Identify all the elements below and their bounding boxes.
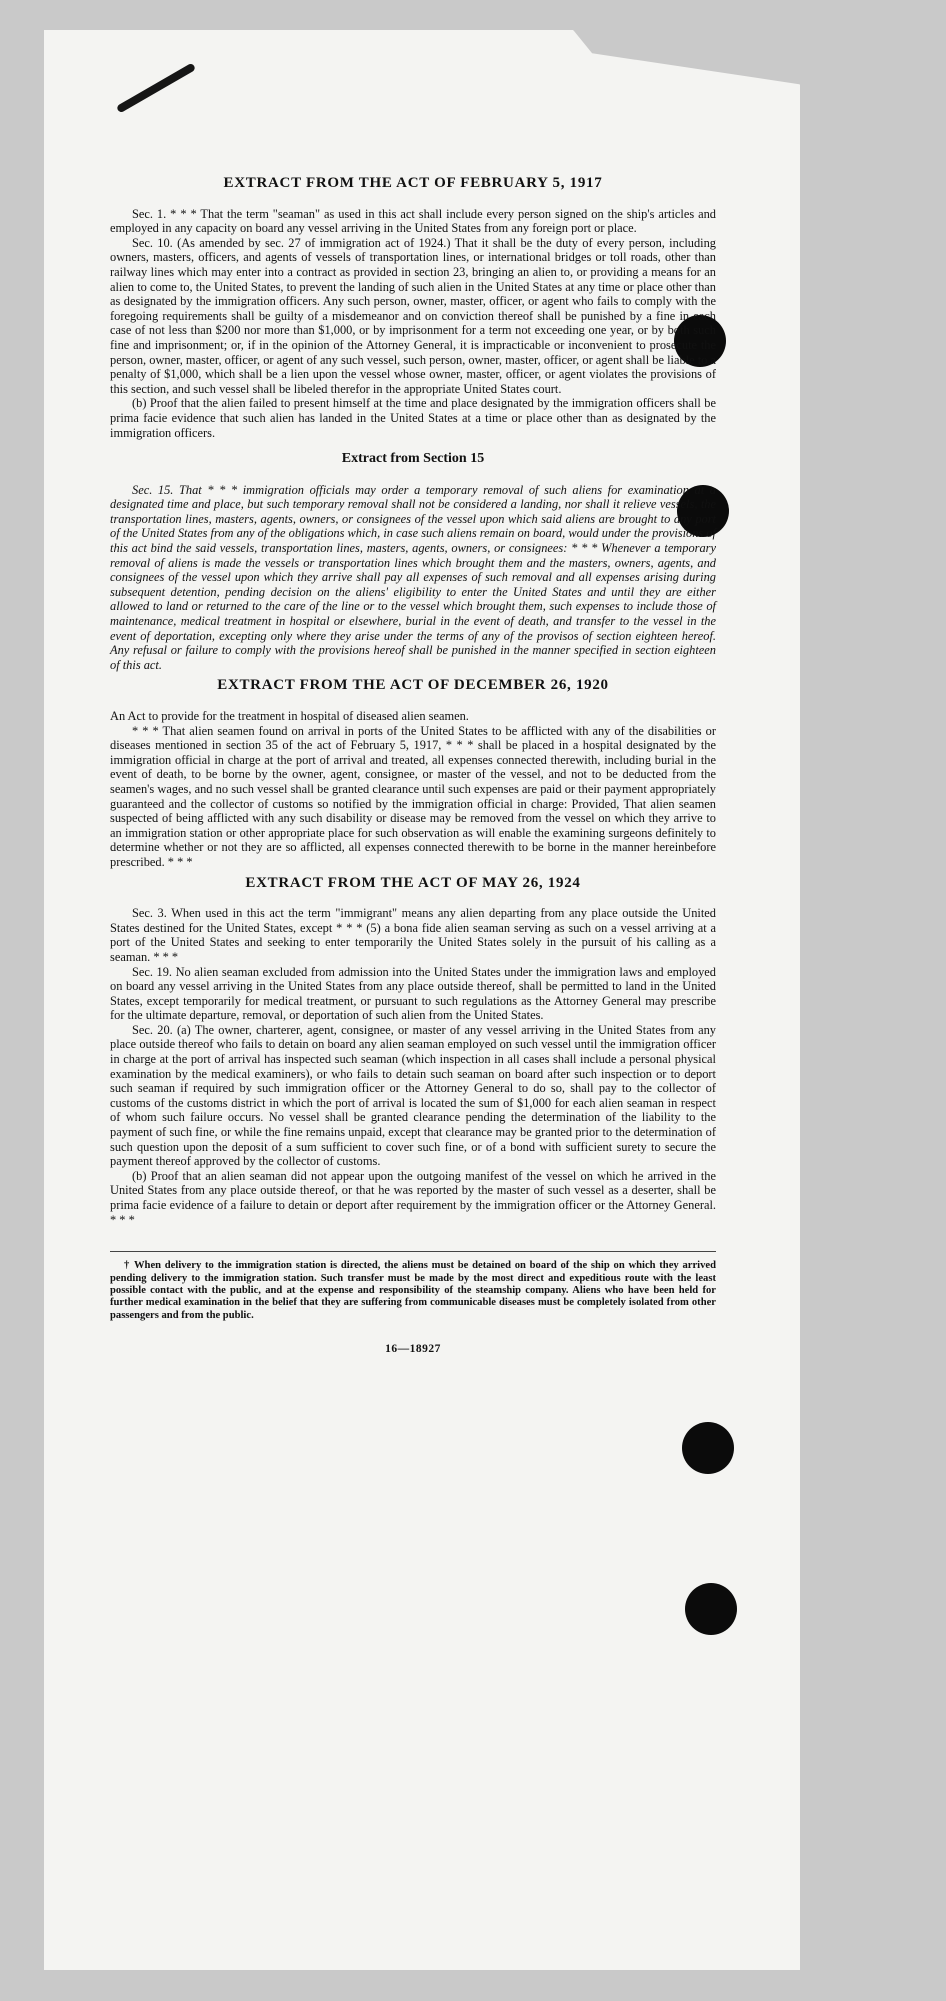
- paragraph: Sec. 15. That * * * immigration officials may order a temporary removal of such aliens for examination at a designated time and place, but such temporary removal shall not be considered a landing, nor shall it relieve vessels, the transportation lines, masters, agents, owners, or consignees of the vessel upon which said aliens are brought to any port of the United States from any of the obligations which, in case such aliens remain on board, would under the provisions of this act bind the said vessels, transportation lines, masters, agents, owners, or consignees: * * * Whenever a temporary removal of aliens is made the vessels or transportation lines which brought them and the masters, owners, agents, and consignees of the vessel upon which they arrive shall pay all expenses of such removal and all expenses arising during subsequent detention, pending decision on the aliens' eligibility to enter the United States and until they are either allowed to land or returned to the care of the line or to the vessel which brought them, such expenses to include those of maintenance, medical treatment in hospital or elsewhere, burial in the event of death, and transfer to the vessel in the event of deportation, excepting only where they arise under the terms of any of the provisos of section eighteen hereof. Any refusal or failure to comply with the provisions hereof shall be punished in the manner specified in section eighteen of this act.: [110, 482, 716, 672]
- paragraph: Sec. 1. * * * That the term "seaman" as used in this act shall include every person signed on the ship's articles and employed in any capacity on board any vessel arriving in the United States from any foreign port or place.: [110, 206, 716, 236]
- paragraph: (b) Proof that an alien seaman did not appear upon the outgoing manifest of the vessel on which he arrived in the United States from any place outside thereof, or that he was reported by the master of such vessel as a deserter, shall be prima facie evidence of a failure to detain or deport after requirement by the immigration officer or the Attorney General. * * *: [110, 1168, 716, 1227]
- document-body: [110, 170, 716, 1357]
- paragraph: (b) Proof that the alien failed to present himself at the time and place designated by the immigration officers shall be prima facie evidence that such alien has landed in the United States at a time or place other than as designated by the immigration officers.: [110, 396, 716, 440]
- section-heading: EXTRACT FROM THE ACT OF FEBRUARY 5, 1917: [223, 175, 603, 191]
- paragraph: Sec. 19. No alien seaman excluded from admission into the United States under the immigration laws and employed on board any vessel arriving in the United States from any place outside thereof, shall be permitted to land in the United States, except temporarily for medical treatment, or pursuant to such regulations as the Attorney General may prescribe for the ultimate departure, removal, or deportation of such alien from the United States.: [110, 964, 716, 1023]
- punch-hole-4: [685, 1583, 737, 1635]
- punch-hole-3: [682, 1422, 734, 1474]
- paragraph: Sec. 20. (a) The owner, charterer, agent, consignee, or master of any vessel arriving in the United States from any place outside thereof who fails to detain on board any alien seaman employed on such vessel until the immigration officer in charge at the port of arrival has inspected such seaman (which inspection in all cases shall include a personal physical examination by the medical examiners), or who fails to detain such seaman on board after such inspection or to deport such seaman if required by such immigration officer or the Attorney General to do so, shall pay to the collector of customs of the customs district in which the port of arrival is located the sum of $1,000 for each alien seaman in respect of whom such failure occurs. No vessel shall be granted clearance pending the determination of the liability to the payment of such fine, or while the fine remains unpaid, except that clearance may be granted prior to the determination of such question upon the deposit of a sum sufficient to cover such fine, or of a bond with sufficient surety to secure the payment thereof approved by the collector of customs.: [110, 1022, 716, 1169]
- page-number: 16—18927: [385, 1343, 441, 1356]
- section-act-1920: [110, 678, 716, 869]
- section-heading: Extract from Section 15: [341, 451, 485, 467]
- paragraph: Sec. 10. (As amended by sec. 27 of immigration act of 1924.) That it shall be the duty of every person, including owners, masters, officers, and agents of vessels of transportation lines, or international bridges or toll roads, other than railway lines which may enter into a contract as provided in section 23, bringing an alien to, or providing a means for an alien to come to, the United States, to prevent the landing of such alien in the United States at any time or place other than as designated by the immigration officers. Any such person, owner, master, officer, or agent who fails to comply with the foregoing requirements shall be guilty of a misdemeanor and on conviction thereof shall be punished by a fine in each case of not less than $200 nor more than $1,000, or by imprisonment for a term not exceeding one year, or by both such fine and imprisonment; or, if in the opinion of the Attorney General, it is impracticable or inconvenient to prosecute the person, owner, master, officer, or agent of any such vessel, such person, owner, master, officer, or agent shall be liable to a penalty of $1,000, which shall be a lien upon the vessel whose owner, master, officer, or agent violates the provisions of this section, and such vessel shall be libeled therefor in the appropriate United States court.: [110, 235, 716, 396]
- section-heading: EXTRACT FROM THE ACT OF MAY 26, 1924: [245, 874, 581, 891]
- section-act-1924: [110, 876, 716, 1228]
- paragraph: An Act to provide for the treatment in hospital of diseased alien seamen.: [110, 709, 469, 723]
- section-15-extract: [110, 452, 716, 672]
- footnote: † When delivery to the immigration station is directed, the aliens must be detained on board of the ship on which they arrived pending delivery to the immigration station. Such transfer must be made by the most direct and expeditious route with the least possible contact with the public, and at the expense and responsibility of the steamship company. Aliens who have been held for further medical examination in the belief that they are suffering from communicable diseases must be completely isolated from other passengers and from the public.: [110, 1251, 716, 1322]
- paragraph: Sec. 3. When used in this act the term "immigrant" means any alien departing from any place outside the United States destined for the United States, except * * * (5) a bona fide alien seaman serving as such on a vessel arriving at a port of the United States and seeking to enter temporarily the United States solely in the pursuit of his calling as a seaman. * * *: [110, 906, 716, 964]
- paragraph: * * * That alien seamen found on arrival in ports of the United States to be afflicted with any of the disabilities or diseases mentioned in section 35 of the act of February 5, 1917, * * * shall be placed in a hospital designated by the immigration official in charge at the port of arrival and treated, all expenses connected therewith, including burial in the event of death, to be borne by the owner, agent, consignee, or master of the vessel, and not to be deducted from the seamen's wages, and no such vessel shall be granted clearance until such expenses are paid or their payment appropriately guaranteed and the collector of customs so notified by the immigration official in charge: Provided, That alien seamen suspected of being afflicted with any such disability or disease may be removed from the vessel on which they arrive to an immigration station or other appropriate place for such observation as will enable the examining surgeons definitely to determine whether or not they are so afflicted, all expenses connected therewith to be borne in the manner hereinbefore prescribed. * * *: [110, 723, 716, 869]
- section-act-1917: [110, 176, 716, 440]
- section-heading: EXTRACT FROM THE ACT OF DECEMBER 26, 1920: [217, 677, 609, 694]
